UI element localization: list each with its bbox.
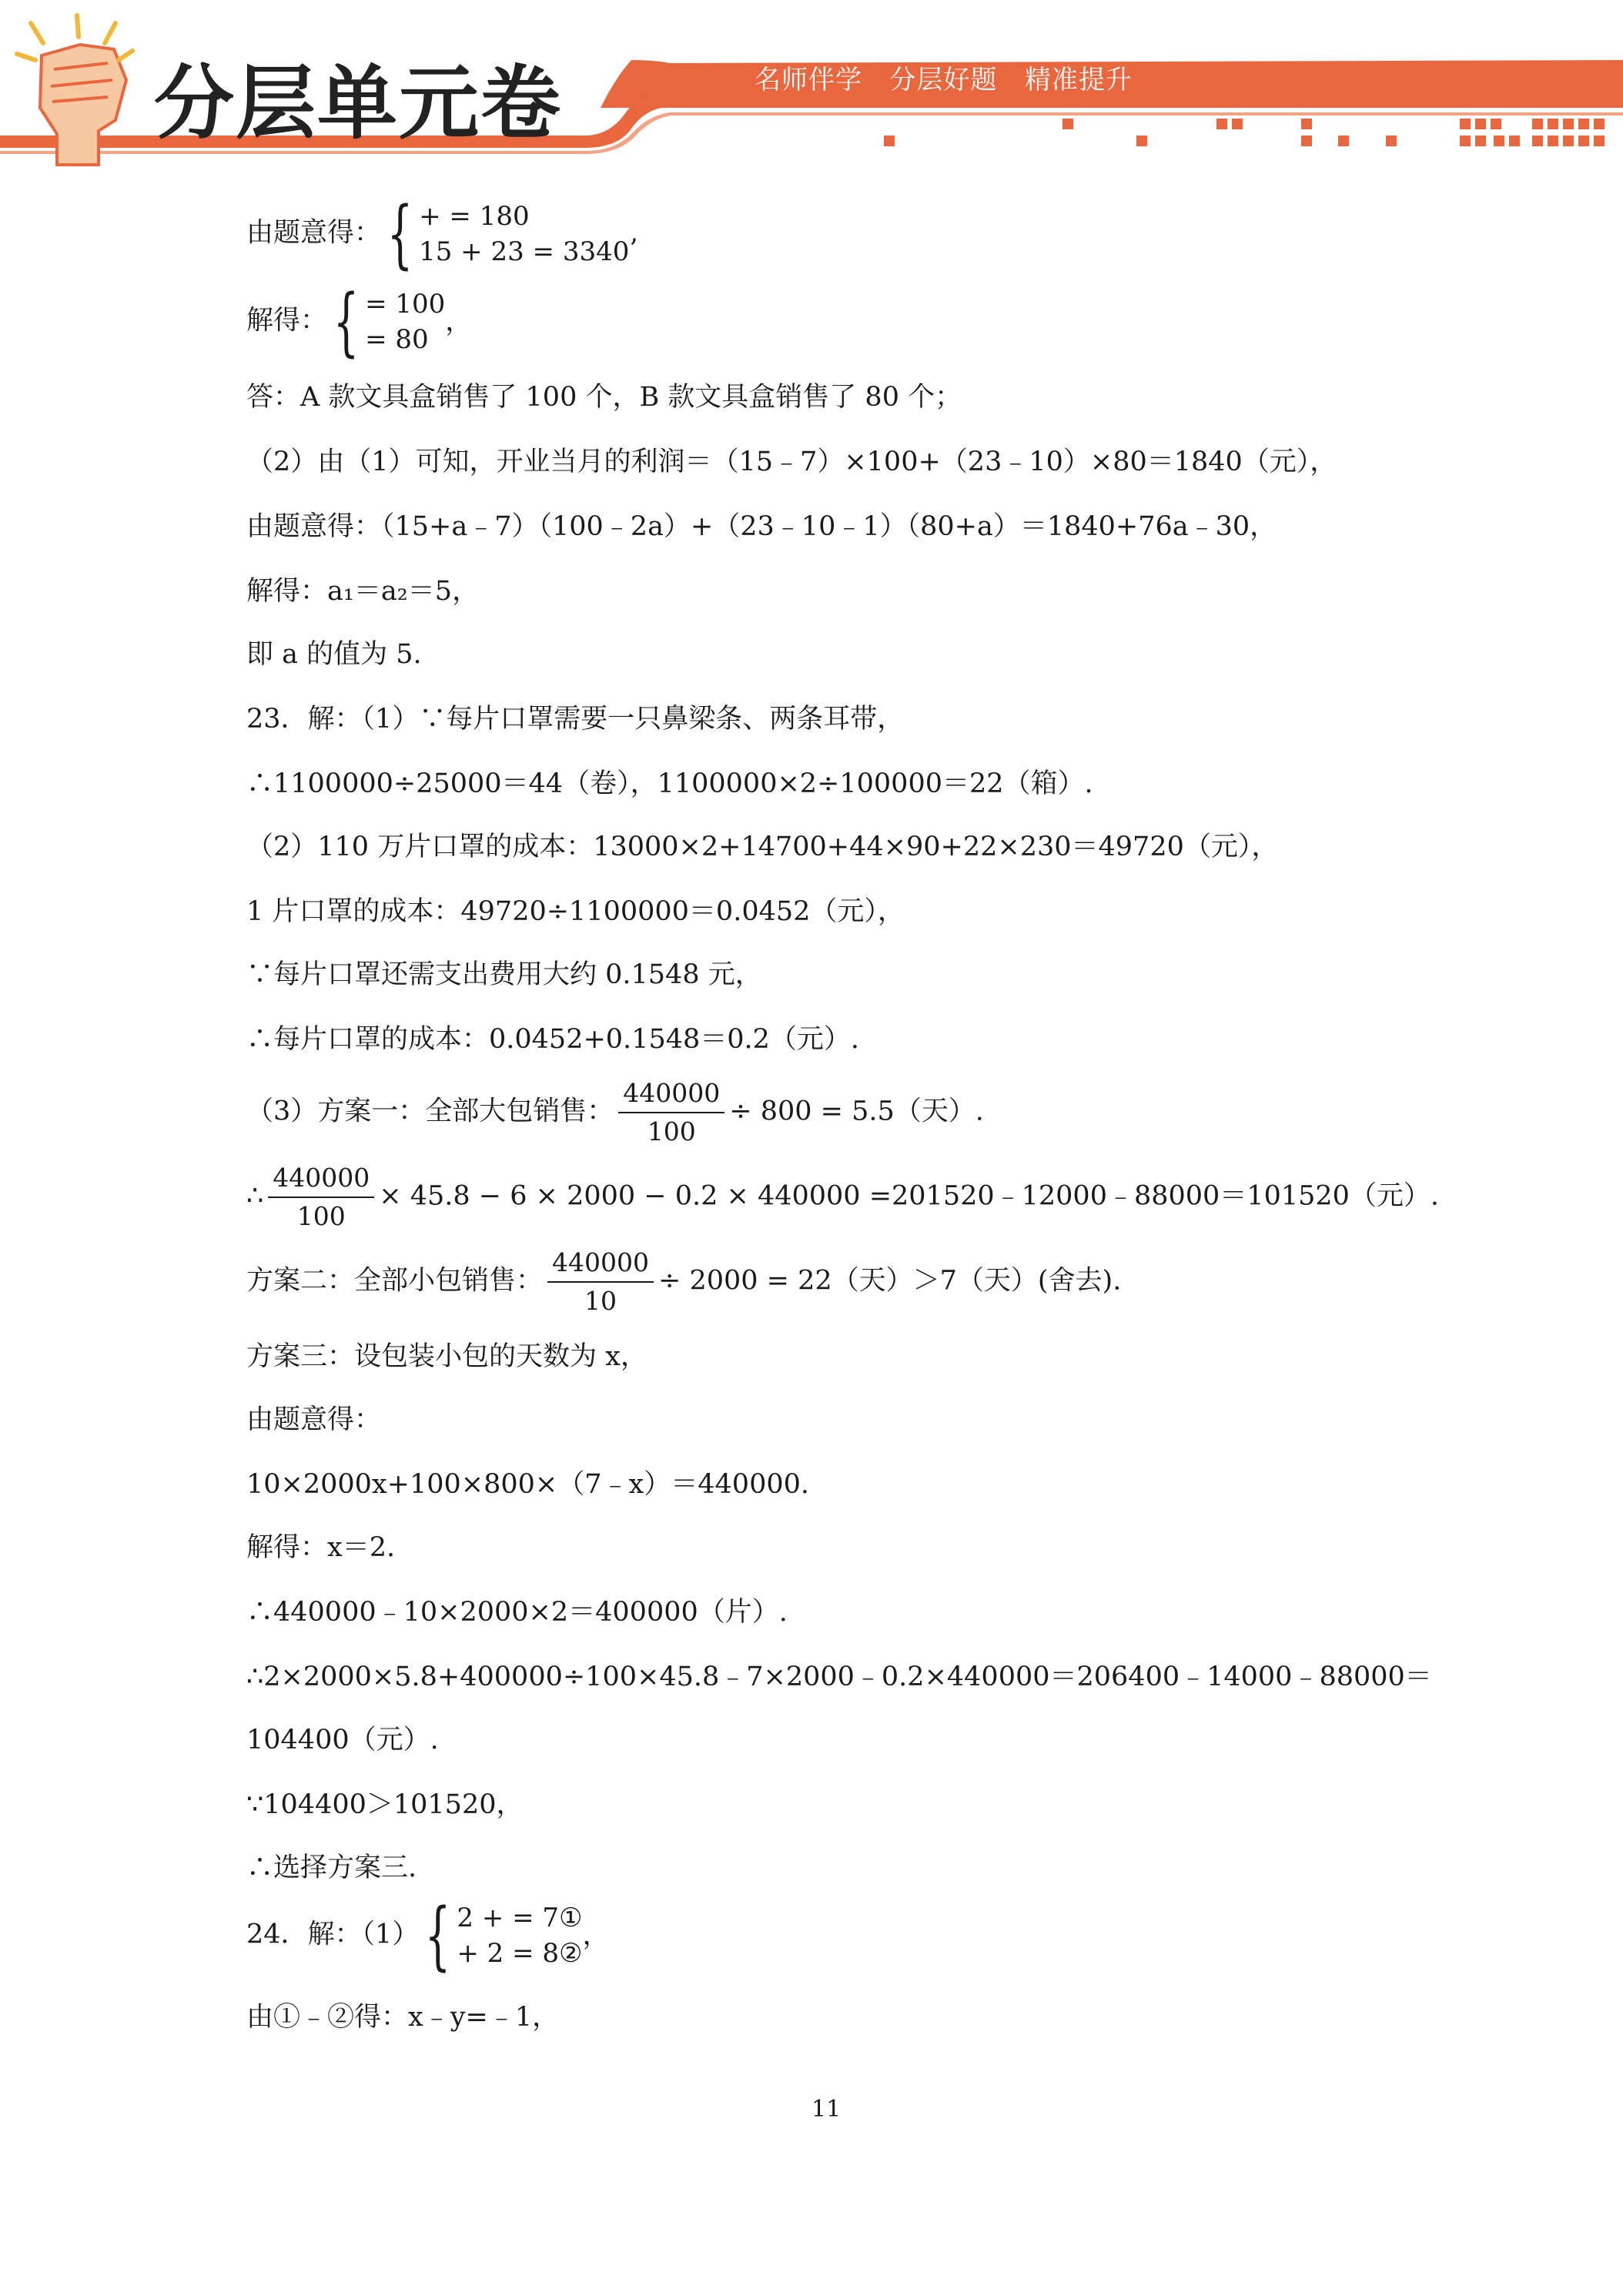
line-label: 方案二：全部小包销售： xyxy=(246,1265,544,1297)
text-line: 即 a 的值为 5. xyxy=(246,639,422,670)
text-line: 由题意得： xyxy=(246,1404,382,1435)
text-line: ∵104400＞101520， xyxy=(246,1789,524,1820)
equation-punct: ’ xyxy=(629,234,638,265)
fraction-line xyxy=(246,1078,984,1147)
fraction-line xyxy=(246,1163,1439,1232)
equation-row: = 100 xyxy=(365,289,446,320)
text-line: 方案三：设包装小包的天数为 x， xyxy=(246,1341,648,1372)
line-label: ∴ xyxy=(246,1180,264,1212)
text-line: 23．解：（1）∵每片口罩需要一只鼻梁条、两条耳带， xyxy=(246,704,905,735)
text-line: 由题意得：（15+a﹣7）（100﹣2a）+（23﹣10﹣1）（80+a）＝1840+76a﹣30， xyxy=(246,511,1277,542)
header-slogan: 名师伴学 分层好题 精准提升 xyxy=(755,65,1133,95)
text-line: ∴440000﹣10×2000×2＝400000（片）. xyxy=(246,1597,788,1628)
fraction-line xyxy=(246,1247,1121,1317)
equation-row: + 2 = 8② xyxy=(457,1938,583,1969)
brace-symbol: { xyxy=(333,279,360,365)
text-line: （2）由（1）可知，开业当月的利润＝（15﹣7）×100+（23﹣10）×80＝1840（元）， xyxy=(246,447,1337,477)
line-label: 由题意得： xyxy=(246,217,382,249)
equation-punct: ， xyxy=(445,306,473,337)
solution-system-line xyxy=(246,279,473,365)
fraction-tail: × 45.8 − 6 × 2000 − 0.2 × 440000 =201520﹣12000﹣88000＝101520（元）. xyxy=(379,1180,1440,1212)
brace-symbol: { xyxy=(425,1893,451,1979)
equation-row: = 80 xyxy=(365,324,429,355)
page-header xyxy=(0,0,1623,169)
text-line: （2）110 万片口罩的成本：13000×2+14700+44×90+22×230＝49720（元）， xyxy=(246,832,1279,862)
text-line: ∴1100000÷25000＝44（卷），1100000×2÷100000＝22（箱）. xyxy=(246,768,1093,799)
text-line: ∴选择方案三. xyxy=(246,1853,417,1883)
equation-row: 15 + 23 = 3340 xyxy=(419,236,630,267)
equation-row: 2 + = 7① xyxy=(457,1903,583,1933)
equation-punct: ， xyxy=(582,1920,610,1951)
text-line: ∵每片口罩还需支出费用大约 0.1548 元， xyxy=(246,959,762,990)
header-title: 分层单元卷 xyxy=(154,56,563,150)
fraction-tail: ÷ 800 = 5.5（天）. xyxy=(729,1096,984,1127)
decorative-squares xyxy=(884,119,1605,146)
fraction: $\frac{440000}{100}$ xyxy=(268,1163,374,1232)
line-label: 解得： xyxy=(246,305,328,336)
text-line: 解得：a₁＝a₂＝5， xyxy=(246,576,480,607)
equation-system-line xyxy=(246,191,638,277)
equation-system-line xyxy=(246,1893,610,1979)
page-number: 11 xyxy=(812,2096,842,2123)
text-line: 解得：x＝2. xyxy=(246,1532,396,1563)
text-line: ∴每片口罩的成本：0.0452+0.1548＝0.2（元）. xyxy=(246,1024,860,1055)
text-line: 104400（元）. xyxy=(246,1725,439,1755)
brace-symbol: { xyxy=(387,191,413,277)
line-label: （3）方案一：全部大包销售： xyxy=(246,1096,614,1127)
equation-row: + = 180 xyxy=(419,201,530,232)
text-line: ∴2×2000×5.8+400000÷100×45.8﹣7×2000﹣0.2×440000＝206400﹣14000﹣88000＝ xyxy=(246,1662,1432,1692)
text-line: 1 片口罩的成本：49720÷1100000＝0.0452（元）， xyxy=(246,896,905,927)
fraction: $\frac{440000}{10}$ xyxy=(547,1247,654,1317)
line-label: 24．解：（1） xyxy=(246,1919,420,1950)
text-line: 10×2000x+100×800×（7﹣x）＝440000. xyxy=(246,1469,810,1500)
text-line: 由①﹣②得：x﹣y=﹣1， xyxy=(246,2002,560,2033)
fraction-tail: ÷ 2000 = 22（天）＞7（天）(舍去). xyxy=(658,1265,1122,1297)
text-line: 答：A 款文具盒销售了 100 个，B 款文具盒销售了 80 个； xyxy=(246,382,962,413)
fraction: $\frac{440000}{100}$ xyxy=(618,1078,724,1147)
